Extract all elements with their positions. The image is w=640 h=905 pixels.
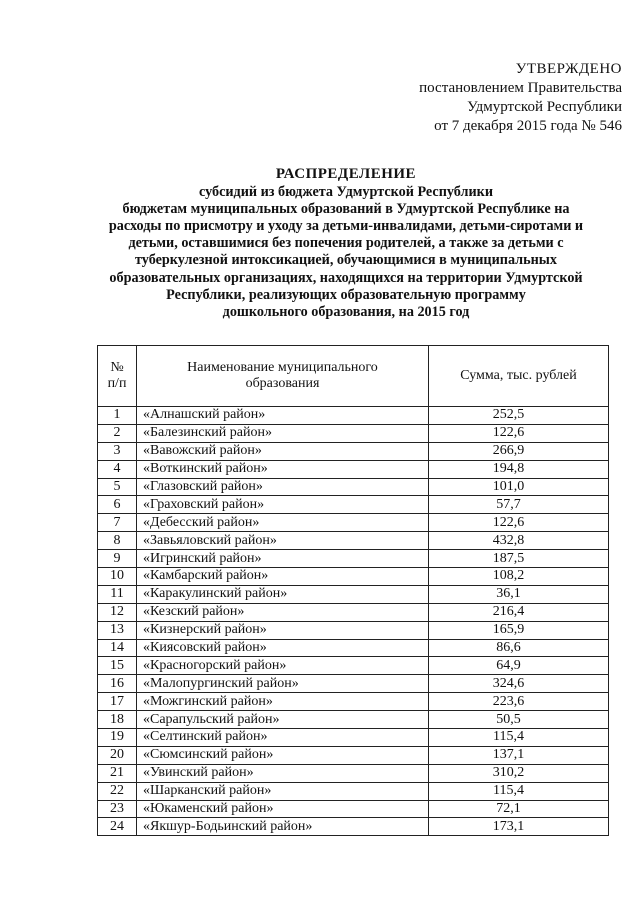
municipality-name: «Вавожский район» xyxy=(137,442,429,460)
document-title: РАСПРЕДЕЛЕНИЕ xyxy=(275,166,417,182)
table-header-row xyxy=(98,346,609,407)
municipality-name: «Каракулинский район» xyxy=(137,585,429,603)
municipality-name: «Воткинский район» xyxy=(137,460,429,478)
municipality-name: «Камбарский район» xyxy=(137,568,429,586)
subsidy-amount: 187,5 xyxy=(429,550,609,568)
subsidy-amount: 122,6 xyxy=(429,424,609,442)
subsidy-amount: 64,9 xyxy=(429,657,609,675)
subsidy-amount: 101,0 xyxy=(429,478,609,496)
table-row xyxy=(98,478,609,496)
approval-title: УТВЕРЖДЕНО xyxy=(515,61,622,77)
header-sum xyxy=(429,346,609,407)
municipality-name: «Малопургинский район» xyxy=(137,675,429,693)
subsidy-amount: 252,5 xyxy=(429,407,609,425)
table-row xyxy=(98,407,609,425)
row-number: 22 xyxy=(98,782,137,800)
table-body xyxy=(98,407,609,836)
subsidy-amount: 72,1 xyxy=(429,800,609,818)
municipality-name: «Алнашский район» xyxy=(137,407,429,425)
municipality-name: «Дебесский район» xyxy=(137,514,429,532)
table-row xyxy=(98,782,609,800)
subsidy-amount: 310,2 xyxy=(429,764,609,782)
municipality-name: «Якшур-Бодьинский район» xyxy=(137,818,429,836)
approval-line-3: от 7 декабря 2015 года № 546 xyxy=(434,118,622,134)
heading-line: бюджетам муниципальных образований в Удмуртской Республике на xyxy=(122,201,570,218)
row-number: 6 xyxy=(98,496,137,514)
table-row xyxy=(98,496,609,514)
header-municipality xyxy=(137,346,429,407)
row-number: 18 xyxy=(98,711,137,729)
heading-line: образовательных организациях, находящихся на территории Удмуртской xyxy=(109,269,583,286)
row-number: 23 xyxy=(98,800,137,818)
row-number: 16 xyxy=(98,675,137,693)
table-row xyxy=(98,800,609,818)
municipality-name: «Сарапульский район» xyxy=(137,711,429,729)
subsidy-amount: 173,1 xyxy=(429,818,609,836)
header-municipality-line-1: Наименование муниципального xyxy=(187,360,378,375)
municipality-name: «Селтинский район» xyxy=(137,729,429,747)
table-row xyxy=(98,746,609,764)
table-row xyxy=(98,729,609,747)
header-number-abbr: п/п xyxy=(107,376,127,391)
municipality-name: «Можгинский район» xyxy=(137,693,429,711)
subsidy-amount: 57,7 xyxy=(429,496,609,514)
municipality-name: «Глазовский район» xyxy=(137,478,429,496)
subsidy-amount: 115,4 xyxy=(429,782,609,800)
row-number: 4 xyxy=(98,460,137,478)
row-number: 8 xyxy=(98,532,137,550)
table-row xyxy=(98,424,609,442)
row-number: 13 xyxy=(98,621,137,639)
document-heading xyxy=(76,166,616,321)
heading-line: дошкольного образования, на 2015 год xyxy=(222,303,470,320)
row-number: 21 xyxy=(98,764,137,782)
municipality-name: «Киясовский район» xyxy=(137,639,429,657)
row-number: 9 xyxy=(98,550,137,568)
table-row xyxy=(98,675,609,693)
row-number: 12 xyxy=(98,603,137,621)
heading-line: Республики, реализующих образовательную программу xyxy=(166,286,526,303)
header-municipality-line-2: образования xyxy=(245,376,320,391)
subsidy-amount: 165,9 xyxy=(429,621,609,639)
table-row xyxy=(98,514,609,532)
row-number: 24 xyxy=(98,818,137,836)
subsidy-amount: 36,1 xyxy=(429,585,609,603)
municipality-name: «Кезский район» xyxy=(137,603,429,621)
row-number: 3 xyxy=(98,442,137,460)
subsidy-amount: 122,6 xyxy=(429,514,609,532)
table-row xyxy=(98,621,609,639)
heading-line: субсидий из бюджета Удмуртской Республики xyxy=(198,184,494,201)
subsidy-amount: 324,6 xyxy=(429,675,609,693)
distribution-table xyxy=(97,345,609,836)
table-row xyxy=(98,568,609,586)
table-row xyxy=(98,711,609,729)
municipality-name: «Балезинский район» xyxy=(137,424,429,442)
subsidy-amount: 216,4 xyxy=(429,603,609,621)
approval-stamp xyxy=(360,60,622,136)
header-number-symbol: № xyxy=(110,360,124,375)
table-row xyxy=(98,693,609,711)
approval-line-2: Удмуртской Республики xyxy=(467,99,622,115)
row-number: 2 xyxy=(98,424,137,442)
municipality-name: «Увинский район» xyxy=(137,764,429,782)
header-sum-label: Сумма, тыс. рублей xyxy=(460,368,577,383)
municipality-name: «Шарканский район» xyxy=(137,782,429,800)
table-row xyxy=(98,442,609,460)
table-row xyxy=(98,818,609,836)
subsidy-amount: 108,2 xyxy=(429,568,609,586)
heading-line: расходы по присмотру и уходу за детьми-инвалидами, детьми-сиротами и xyxy=(108,218,584,235)
heading-line: детьми, оставшимися без попечения родителей, а также за детьми с xyxy=(128,235,564,252)
table-row xyxy=(98,550,609,568)
heading-line: туберкулезной интоксикацией, обучающимися в муниципальных xyxy=(135,252,557,269)
subsidy-amount: 194,8 xyxy=(429,460,609,478)
header-number xyxy=(98,346,137,407)
municipality-name: «Завьяловский район» xyxy=(137,532,429,550)
table-row xyxy=(98,657,609,675)
subsidy-amount: 86,6 xyxy=(429,639,609,657)
table-row xyxy=(98,585,609,603)
table-row xyxy=(98,764,609,782)
subsidy-amount: 432,8 xyxy=(429,532,609,550)
row-number: 14 xyxy=(98,639,137,657)
row-number: 10 xyxy=(98,568,137,586)
municipality-name: «Красногорский район» xyxy=(137,657,429,675)
row-number: 7 xyxy=(98,514,137,532)
municipality-name: «Сюмсинский район» xyxy=(137,746,429,764)
row-number: 5 xyxy=(98,478,137,496)
table-row xyxy=(98,639,609,657)
row-number: 20 xyxy=(98,746,137,764)
municipality-name: «Кизнерский район» xyxy=(137,621,429,639)
subsidy-amount: 223,6 xyxy=(429,693,609,711)
row-number: 15 xyxy=(98,657,137,675)
table-row xyxy=(98,460,609,478)
approval-line-1: постановлением Правительства xyxy=(419,80,622,96)
municipality-name: «Граховский район» xyxy=(137,496,429,514)
table-row xyxy=(98,532,609,550)
row-number: 1 xyxy=(98,407,137,425)
row-number: 19 xyxy=(98,729,137,747)
subsidy-amount: 266,9 xyxy=(429,442,609,460)
subsidy-amount: 115,4 xyxy=(429,729,609,747)
municipality-name: «Юкаменский район» xyxy=(137,800,429,818)
municipality-name: «Игринский район» xyxy=(137,550,429,568)
subsidy-amount: 50,5 xyxy=(429,711,609,729)
table-row xyxy=(98,603,609,621)
row-number: 17 xyxy=(98,693,137,711)
row-number: 11 xyxy=(98,585,137,603)
subsidy-amount: 137,1 xyxy=(429,746,609,764)
